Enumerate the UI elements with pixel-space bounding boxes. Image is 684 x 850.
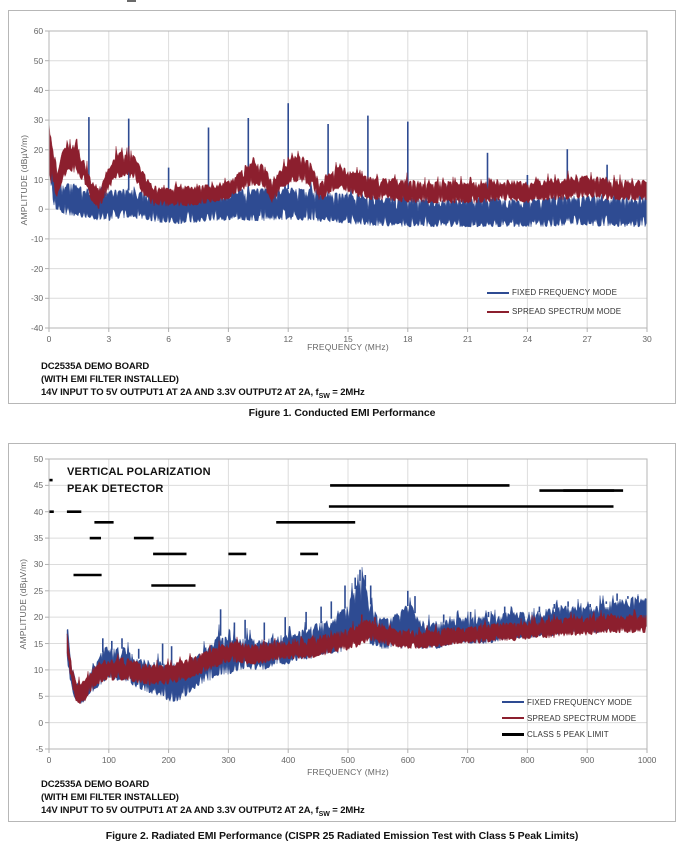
- y-tick-label: -5: [35, 744, 43, 754]
- y-tick-label: 50: [33, 454, 43, 464]
- x-tick-label: 12: [283, 334, 293, 344]
- y-tick-label: 35: [33, 533, 43, 544]
- y-tick-label: 0: [38, 717, 43, 728]
- y-tick-label: -10: [31, 233, 43, 244]
- test-conditions-line1: DC2535A DEMO BOARD: [41, 779, 150, 790]
- test-conditions-line2: (WITH EMI FILTER INSTALLED): [41, 374, 179, 385]
- legend-item-class5-peak-limit: [502, 726, 636, 742]
- x-tick-label: 200: [161, 755, 176, 765]
- x-tick-label: 21: [462, 334, 473, 344]
- y-tick-label: -30: [31, 293, 43, 304]
- annotation: [67, 464, 211, 497]
- y-tick-label: 30: [33, 559, 43, 570]
- x-tick-label: 15: [343, 334, 353, 344]
- legend: [502, 694, 636, 742]
- x-tick-label: 9: [226, 334, 231, 344]
- legend-line-class5-limit: [502, 733, 524, 736]
- y-tick-label: 45: [33, 480, 43, 491]
- legend-label: SPREAD SPECTRUM MODE: [512, 307, 622, 316]
- x-tick-label: 600: [400, 755, 415, 765]
- x-tick-label: 900: [580, 755, 595, 765]
- figure1-conducted-emi: [8, 10, 676, 404]
- legend-item-fixed-frequency-mode: [487, 283, 621, 302]
- y-tick-label: 20: [33, 144, 43, 155]
- y-tick-label: 40: [33, 506, 43, 517]
- y-tick-label: 60: [33, 26, 43, 36]
- legend-label: FIXED FREQUENCY MODE: [512, 288, 618, 297]
- y-tick-label: -20: [31, 263, 43, 274]
- cropped-text-fragment: [127, 0, 136, 2]
- x-axis-title: FREQUENCY (MHz): [307, 342, 389, 352]
- figure1-caption: Figure 1. Conducted EMI Performance: [248, 407, 436, 419]
- legend-line-spread-spectrum: [487, 311, 509, 313]
- x-tick-label: 500: [341, 755, 355, 765]
- x-tick-label: 0: [46, 755, 52, 765]
- x-tick-label: 6: [166, 334, 171, 344]
- x-tick-label: 18: [403, 334, 413, 344]
- legend: [487, 283, 621, 321]
- x-tick-label: 30: [642, 334, 652, 344]
- x-tick-label: 300: [221, 755, 236, 765]
- figure2-radiated-emi: [8, 443, 676, 822]
- y-tick-label: 5: [38, 691, 43, 702]
- legend-label: FIXED FREQUENCY MODE: [527, 697, 633, 707]
- x-axis-title: FREQUENCY (MHz): [307, 767, 389, 777]
- test-conditions-line3: 14V INPUT TO 5V OUTPUT1 AT 2A AND 3.3V OUTPUT2 AT 2A, $f_{SW} = 2MHz$: [41, 387, 365, 400]
- legend-line-spread-spectrum: [502, 717, 524, 719]
- y-tick-label: 40: [33, 85, 43, 96]
- y-tick-label: 0: [38, 204, 43, 215]
- legend-item-spread-spectrum-mode: [502, 710, 636, 726]
- legend-line-fixed-frequency: [502, 701, 524, 703]
- test-conditions-line3: 14V INPUT TO 5V OUTPUT1 AT 2A AND 3.3V OUTPUT2 AT 2A, $f_{SW} = 2MHz$: [41, 805, 365, 818]
- x-tick-label: 24: [522, 334, 533, 344]
- x-tick-label: 100: [101, 755, 116, 765]
- y-axis-title: AMPLITUDE (dBµV/m): [19, 134, 29, 226]
- y-tick-label: 20: [33, 612, 43, 623]
- y-tick-label: 50: [33, 55, 43, 66]
- y-tick-label: -40: [31, 323, 43, 333]
- legend-item-spread-spectrum-mode: [487, 302, 621, 321]
- legend-label: SPREAD SPECTRUM MODE: [527, 713, 637, 723]
- y-tick-label: 25: [33, 585, 43, 596]
- annotation-line2: PEAK DETECTOR: [67, 482, 164, 495]
- legend-line-fixed-frequency: [487, 292, 509, 294]
- y-tick-label: 10: [33, 174, 43, 185]
- y-tick-label: 30: [33, 115, 43, 126]
- x-tick-label: 700: [460, 755, 475, 765]
- y-axis-title: AMPLITUDE (dBµV/m): [18, 558, 28, 650]
- x-tick-label: 800: [520, 755, 535, 765]
- x-tick-label: 3: [106, 334, 112, 344]
- x-tick-label: 0: [46, 334, 52, 344]
- x-tick-label: 27: [582, 334, 592, 344]
- x-tick-label: 400: [281, 755, 296, 765]
- legend-item-fixed-frequency-mode: [502, 694, 636, 710]
- y-tick-label: 15: [33, 638, 43, 649]
- annotation-line1: VERTICAL POLARIZATION: [67, 466, 211, 478]
- test-conditions: [41, 778, 365, 821]
- legend-label: CLASS 5 PEAK LIMIT: [527, 729, 609, 739]
- test-conditions: [41, 360, 365, 403]
- test-conditions-line1: DC2535A DEMO BOARD: [41, 361, 150, 372]
- test-conditions-line2: (WITH EMI FILTER INSTALLED): [41, 792, 179, 803]
- y-tick-label: 10: [33, 664, 43, 675]
- figure2-caption: Figure 2. Radiated EMI Performance (CISPR 25 Radiated Emission Test with Class 5 Peak Limits): [105, 830, 579, 842]
- x-tick-label: 1000: [637, 755, 657, 765]
